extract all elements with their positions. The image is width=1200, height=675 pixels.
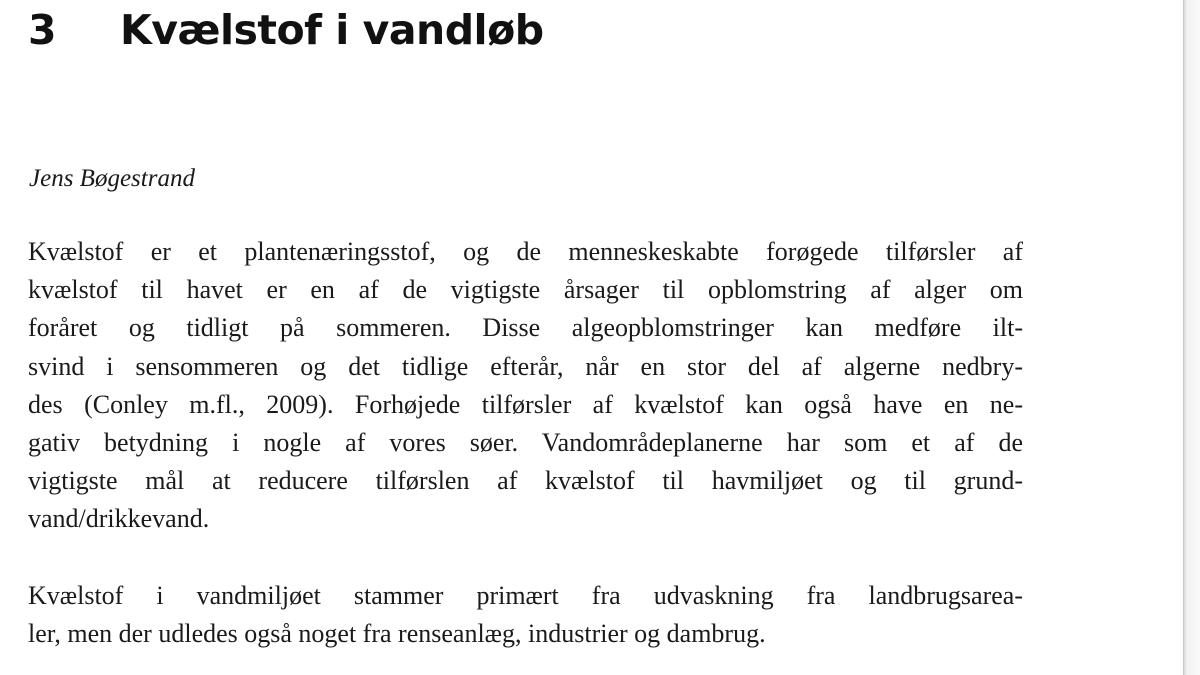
- paragraph-line: ler, men der udledes også noget fra renseanlæg, industrier og dambrug.: [28, 619, 766, 649]
- paragraph-line: Kvælstof i vandmiljøet stammer primært fra udvaskning fra landbrugsarea-: [28, 581, 1023, 610]
- paragraph-line: Kvælstof er et plantenæringsstof, og de menneskeskabte forøgede tilførsler af: [28, 237, 1023, 266]
- scrollbar[interactable]: [1183, 0, 1200, 675]
- author-name: Jens Bøgestrand: [29, 165, 195, 192]
- paragraph-line: vigtigste mål at reducere tilførslen af kvælstof til havmiljøet og til grund-: [28, 466, 1023, 496]
- paragraph-1: [28, 233, 1023, 539]
- paragraph-line: gativ betydning i nogle af vores søer. Vandområdeplanerne har som et af de: [28, 428, 1023, 458]
- paragraph-line: vand/drikkevand.: [28, 504, 210, 534]
- paragraph-line: des (Conley m.fl., 2009). Forhøjede tilførsler af kvælstof kan også have en ne-: [28, 389, 1023, 419]
- chapter-heading: [28, 2, 544, 58]
- paragraph-2: [28, 577, 1023, 653]
- paragraph-line: kvælstof til havet er en af de vigtigste årsager til opblomstring af alger om: [28, 275, 1023, 305]
- chapter-title: Kvælstof i vandløb: [120, 6, 544, 54]
- paragraph-line: svind i sensommeren og det tidlige efterår, når en stor del af algerne nedbry-: [28, 351, 1023, 381]
- chapter-number: 3: [28, 6, 57, 54]
- paragraph-line: foråret og tidligt på sommeren. Disse algeopblomstringer kan medføre ilt-: [28, 313, 1023, 343]
